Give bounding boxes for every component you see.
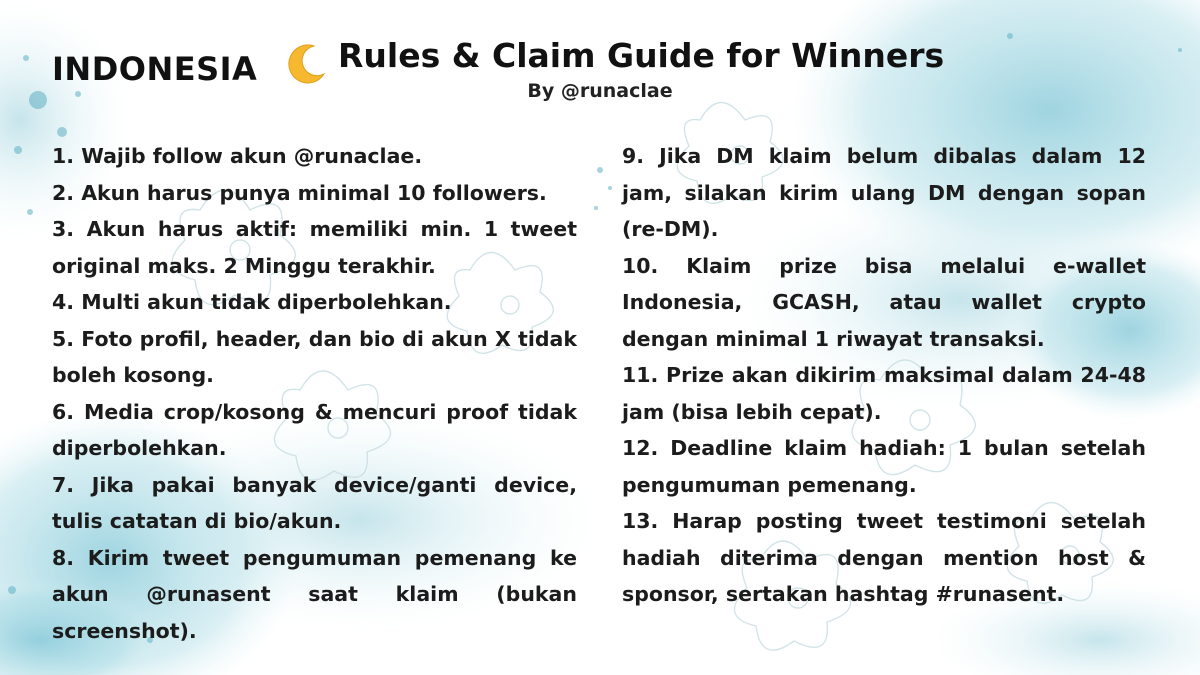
rule-item: 2. Akun harus punya minimal 10 followers. [52,180,547,205]
crescent-moon-icon [284,40,330,86]
rule-item: 3. Akun harus aktif: memiliki min. 1 tweet original maks. 2 Minggu terakhir. [52,217,577,278]
region-label: INDONESIA [52,50,258,88]
rule-item: 7. Jika pakai banyak device/ganti device, tulis catatan di bio/akun. [52,472,577,533]
rule-item: 11. Prize akan dikirim maksimal dalam 24-48 jam (bisa lebih cepat). [622,363,1146,424]
rule-item: 8. Kirim tweet pengumuman pemenang ke akun @runasent saat klaim (bukan screenshot). [52,545,577,643]
rule-item: 6. Media crop/kosong & mencuri proof tidak diperbolehkan. [52,399,577,460]
rule-item: 4. Multi akun tidak diperbolehkan. [52,290,452,314]
rules-list-left [52,138,577,649]
rule-item: 12. Deadline klaim hadiah: 1 bulan setelah pengumuman pemenang. [622,436,1146,497]
rule-item: 13. Harap posting tweet testimoni setelah hadiah diterima dengan mention host & sponsor, sertakan hashtag #runasent. [622,509,1146,606]
rule-item: 9. Jika DM klaim belum dibalas dalam 12 jam, silakan kirim ulang DM dengan sopan (re-DM). [622,144,1146,241]
page-subtitle: By @runaclae [527,80,673,102]
rule-item: 10. Klaim prize bisa melalui e-wallet Indonesia, GCASH, atau wallet crypto dengan minimal 1 riwayat transaksi. [622,253,1146,351]
rules-list-right [622,138,1146,613]
page-title: Rules & Claim Guide for Winners [338,36,945,75]
rule-item: 5. Foto profil, header, dan bio di akun X tidak boleh kosong. [52,326,577,387]
rule-item: 1. Wajib follow akun @runaclae. [52,144,423,168]
